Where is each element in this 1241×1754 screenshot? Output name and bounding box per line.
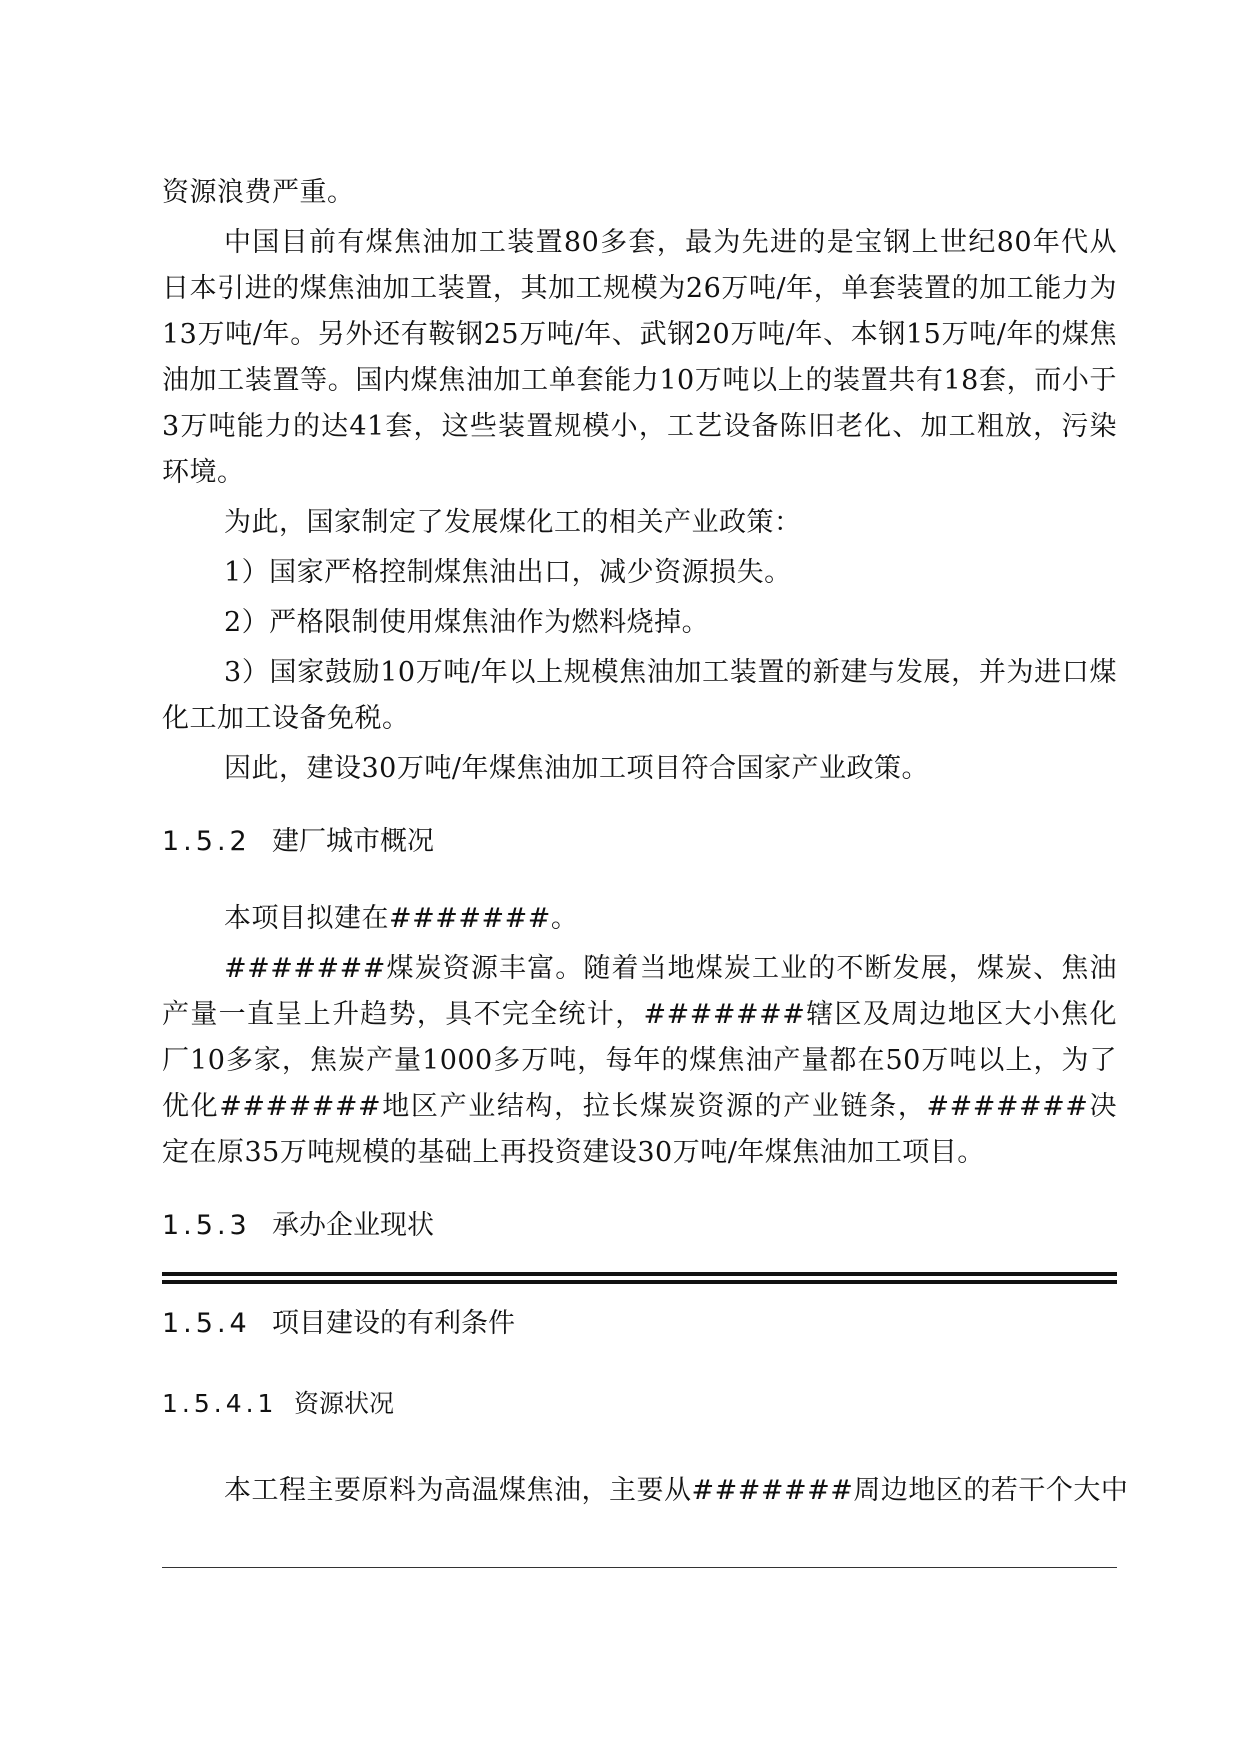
paragraph-conclusion: 因此，建设30万吨/年煤焦油加工项目符合国家产业政策。 bbox=[224, 753, 929, 784]
paragraph-site: 本项目拟建在#######。 bbox=[224, 903, 579, 934]
policy-item-3: 3）国家鼓励10万吨/年以上规模焦油加工装置的新建与发展，并为进口煤化工加工设备免税。 bbox=[162, 657, 1117, 734]
heading-number: 1.5.4.1 bbox=[162, 1389, 278, 1418]
paragraph-city: #######煤炭资源丰富。随着当地煤炭工业的不断发展，煤炭、焦油产量一直呈上升趋势，具不完全统计，#######辖区及周边地区大小焦化厂10多家，焦炭产量1000多万吨，每年的煤焦油产量都在50万吨以上，为了优化#######地区产业结构，拉长煤炭资源的产业链条，#######决定在原35万吨规模的基础上再投资建设30万吨/年煤焦油加工项目。 bbox=[162, 953, 1117, 1168]
section-divider bbox=[162, 1272, 1117, 1284]
heading-number: 1.5.4 bbox=[162, 1308, 251, 1339]
policy-item-2: 2）严格限制使用煤焦油作为燃料烧掉。 bbox=[224, 607, 710, 638]
heading-1-5-3 bbox=[162, 1206, 1117, 1246]
heading-title: 建厂城市概况 bbox=[272, 826, 434, 857]
paragraph-3: 为此，国家制定了发展煤化工的相关产业政策： bbox=[224, 507, 802, 538]
paragraph-1: 资源浪费严重。 bbox=[162, 177, 355, 208]
footer-rule bbox=[162, 1567, 1117, 1568]
heading-1-5-4-1 bbox=[162, 1384, 1117, 1424]
heading-number: 1.5.3 bbox=[162, 1210, 251, 1241]
paragraph-resources: 本工程主要原料为高温煤焦油，主要从#######周边地区的若干个大中 bbox=[224, 1475, 1129, 1506]
document-page bbox=[162, 170, 1129, 1518]
heading-title: 承办企业现状 bbox=[272, 1210, 434, 1241]
heading-1-5-2 bbox=[162, 822, 1117, 862]
heading-title: 资源状况 bbox=[294, 1389, 395, 1418]
paragraph-2: 中国目前有煤焦油加工装置80多套，最为先进的是宝钢上世纪80年代从日本引进的煤焦油加工装置，其加工规模为26万吨/年，单套装置的加工能力为13万吨/年。另外还有鞍钢25万吨/年、武钢20万吨/年、本钢15万吨/年的煤焦油加工装置等。国内煤焦油加工单套能力10万吨以上的装置共有18套，而小于3万吨能力的达41套，这些装置规模小，工艺设备陈旧老化、加工粗放，污染环境。 bbox=[162, 227, 1117, 488]
heading-title: 项目建设的有利条件 bbox=[272, 1308, 515, 1339]
policy-item-1: 1）国家严格控制煤焦油出口，减少资源损失。 bbox=[224, 557, 792, 588]
heading-1-5-4 bbox=[162, 1304, 1117, 1344]
heading-number: 1.5.2 bbox=[162, 826, 251, 857]
